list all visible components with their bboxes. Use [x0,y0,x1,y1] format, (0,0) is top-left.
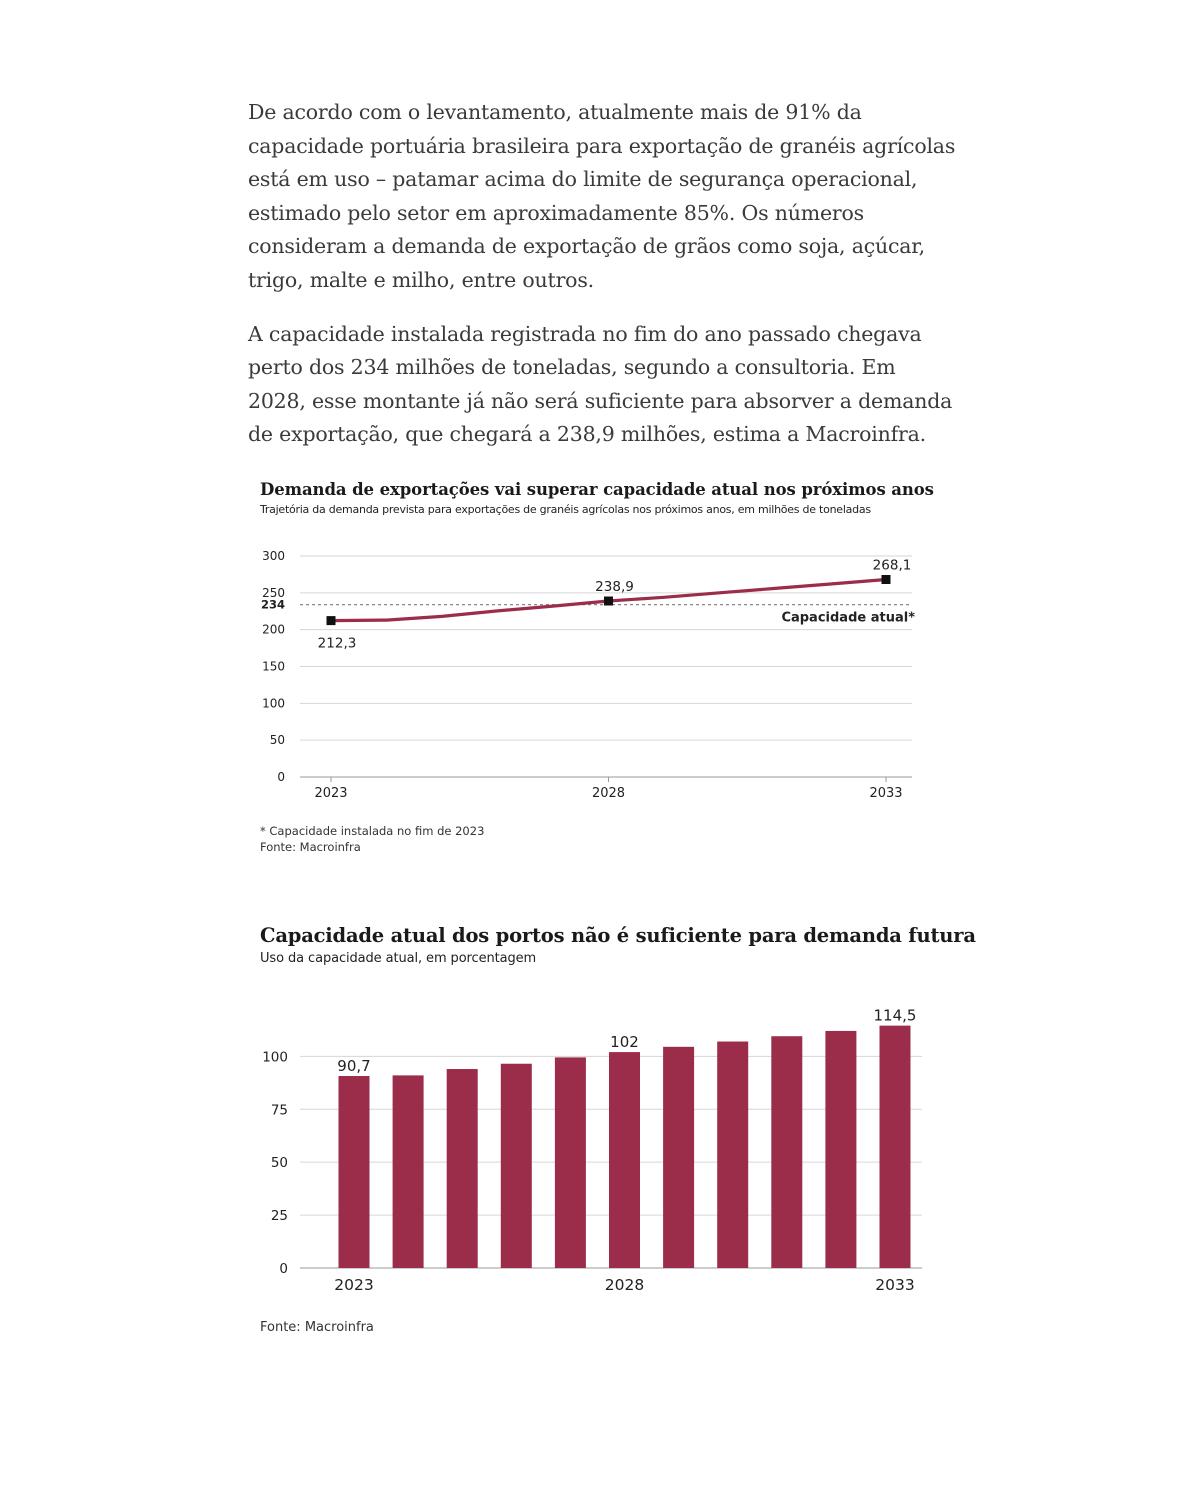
chart2-bar [717,1042,748,1268]
chart2-bar [501,1064,532,1268]
article-paragraph-1: De acordo com o levantamento, atualmente mais de 91% da capacidade portuária brasileira para exportação de granéis agrícolas está em uso – patamar acima do limite de segurança operacional, estimado pelo setor em aproximadamente 85%. Os números consideram a demanda de exportação de grãos como soja, açúcar, trigo, malte e milho, entre outros. [248,100,956,292]
chart1-y-tick-label: 100 [262,696,285,711]
chart1-y-tick-label: 200 [262,622,285,637]
chart1-y-tick-label: 250 [262,585,285,600]
chart1-point-marker [604,597,613,606]
article-text [248,96,958,472]
chart2-y-tick-label: 100 [262,1049,288,1066]
chart2-y-tick-label: 50 [270,1155,288,1172]
chart2-bar [609,1052,640,1268]
chart1-point-marker [327,616,336,625]
chart2-bar [447,1069,478,1268]
chart1-title: Demanda de exportações vai superar capacidade atual nos próximos anos [260,480,934,499]
chart2-y-tick-label: 75 [270,1102,288,1119]
chart2-x-tick-label: 2033 [875,1276,915,1294]
chart1-y-tick-label: 50 [269,733,285,748]
chart2-y-tick-label: 0 [279,1261,288,1277]
chart1-point-label: 268,1 [872,557,912,574]
chart2-bar [555,1057,586,1268]
chart2-bar [771,1036,802,1268]
capacity-bar-chart [260,924,976,1335]
chart1-x-tick-label: 2033 [869,786,903,801]
chart1-y-tick-label: 0 [277,770,285,784]
chart1-y-tick-label: 300 [262,549,285,563]
chart1-point-label: 238,9 [595,579,634,596]
chart1-point-marker [882,575,891,584]
chart1-x-tick-label: 2028 [591,786,626,801]
chart1-plot [260,480,950,820]
chart1-point-label: 212,3 [317,635,357,652]
chart2-value-label: 90,7 [337,1057,371,1076]
chart2-bar [880,1026,911,1268]
chart1-reference-tick-label: 234 [260,597,285,612]
chart2-bar [393,1075,424,1268]
chart1-subtitle: Trajetória da demanda prevista para exportações de granéis agrícolas nos próximos anos, em milhões de toneladas [260,503,871,516]
chart2-x-tick-label: 2023 [334,1276,374,1294]
chart2-title: Capacidade atual dos portos não é suficiente para demanda futura [260,924,976,947]
chart1-x-tick-label: 2023 [314,786,348,801]
chart2-bar [339,1076,370,1268]
article-paragraph-2: A capacidade instalada registrada no fim do ano passado chegava perto dos 234 milhões de toneladas, segundo a consultoria. Em 2028, esse montante já não será suficiente para absorver a demanda de exportação, que chegará a 238,9 milhões, estima a Macroinfra. [248,321,953,447]
demand-line-chart [260,480,950,854]
chart2-value-label: 114,5 [873,1006,917,1025]
chart1-reference-label: Capacidade atual* [781,610,915,626]
chart2-bar [663,1047,694,1268]
chart2-value-label: 102 [610,1033,639,1052]
chart1-y-tick-label: 150 [262,659,285,674]
chart2-y-tick-label: 25 [270,1208,288,1225]
chart2-source: Fonte: Macroinfra [260,1320,374,1335]
chart1-source: Fonte: Macroinfra [260,840,361,854]
chart2-plot [260,924,976,1314]
chart2-subtitle: Uso da capacidade atual, em porcentagem [260,951,537,966]
chart2-bar [825,1031,856,1268]
chart2-x-tick-label: 2028 [604,1276,645,1294]
chart1-footnote: * Capacidade instalada no fim de 2023 [260,824,485,838]
